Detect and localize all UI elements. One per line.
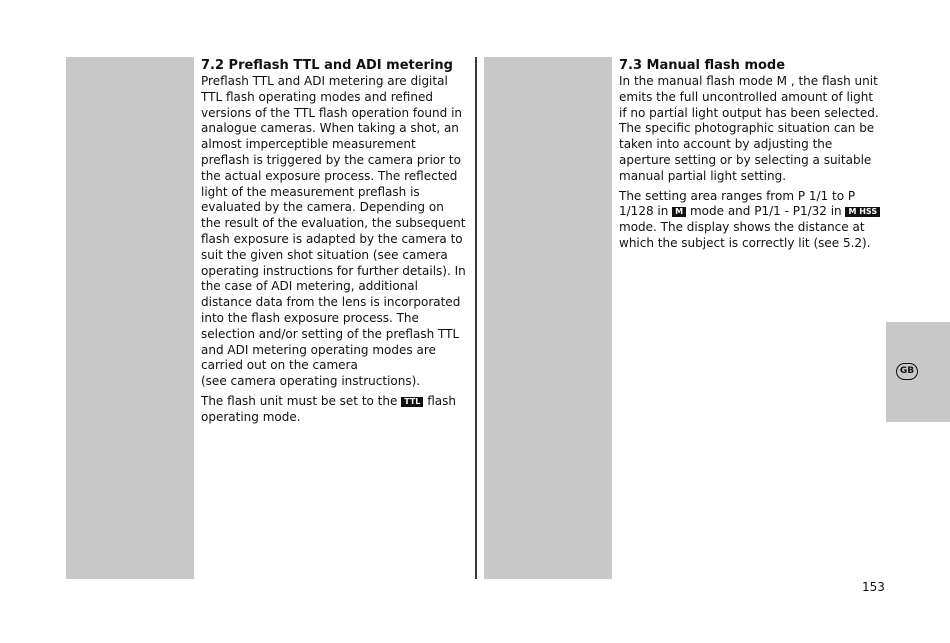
section-paragraph (201, 394, 466, 426)
section-manual-flash (619, 57, 881, 256)
section-heading: 7.3 Manual flash mode (619, 58, 786, 73)
left-margin-bar (66, 57, 194, 579)
language-badge: GB (896, 363, 918, 380)
section-preflash-ttl (201, 57, 466, 430)
paragraph-text: flash operating mode. (201, 393, 457, 424)
paragraph-text-end: (see camera operating instructions). (201, 374, 421, 389)
section-paragraph: In the manual flash mode M , the flash unit emits the full uncontrolled amount of light if no partial light output has been selected. The specific photographic situation can be taken into account by adjusting the aperture setting or by selecting a suitable manual partial light setting. (619, 74, 879, 183)
section-paragraph (201, 74, 466, 390)
section-paragraph (619, 189, 881, 252)
right-margin-bar (484, 57, 612, 579)
page-number: 153 (862, 580, 885, 594)
paragraph-text: mode and P1/1 - P1/32 in (689, 204, 842, 219)
paragraph-text: The setting area ranges from P 1/1 to P 1/128 in (619, 188, 856, 219)
paragraph-text: Preflash TTL and ADI metering are digital TTL flash operating modes and refined versions of the TTL flash operation found in analogue cameras. When taking a shot, an almost imperceptible measurement preflash is triggered by the camera prior to the actual exposure process. The reflected light of the measurement preflash is evaluated by the camera. Depending on the result of the evaluation, the subsequent flash exposure is adapted by the camera to suit the given shot situation (see camera operating instructions for further details). In the case of ADI metering, additional distance data from the lens is incorporated into the flash exposure process. The selection and/or setting of the preflash TTL and ADI metering operating modes are carried out on the camera (201, 74, 466, 373)
m-hss-mode-badge: M HSS (845, 207, 880, 217)
paragraph-text: mode. The display shows the distance at which the subject is correctly lit (see 5.2). (619, 220, 871, 250)
section-heading: 7.2 Preflash TTL and ADI metering (201, 58, 453, 73)
paragraph-text: The flash unit must be set to the (201, 393, 398, 408)
m-mode-badge: M (672, 207, 686, 217)
column-divider (475, 57, 477, 579)
ttl-mode-badge: TTL (401, 397, 423, 407)
